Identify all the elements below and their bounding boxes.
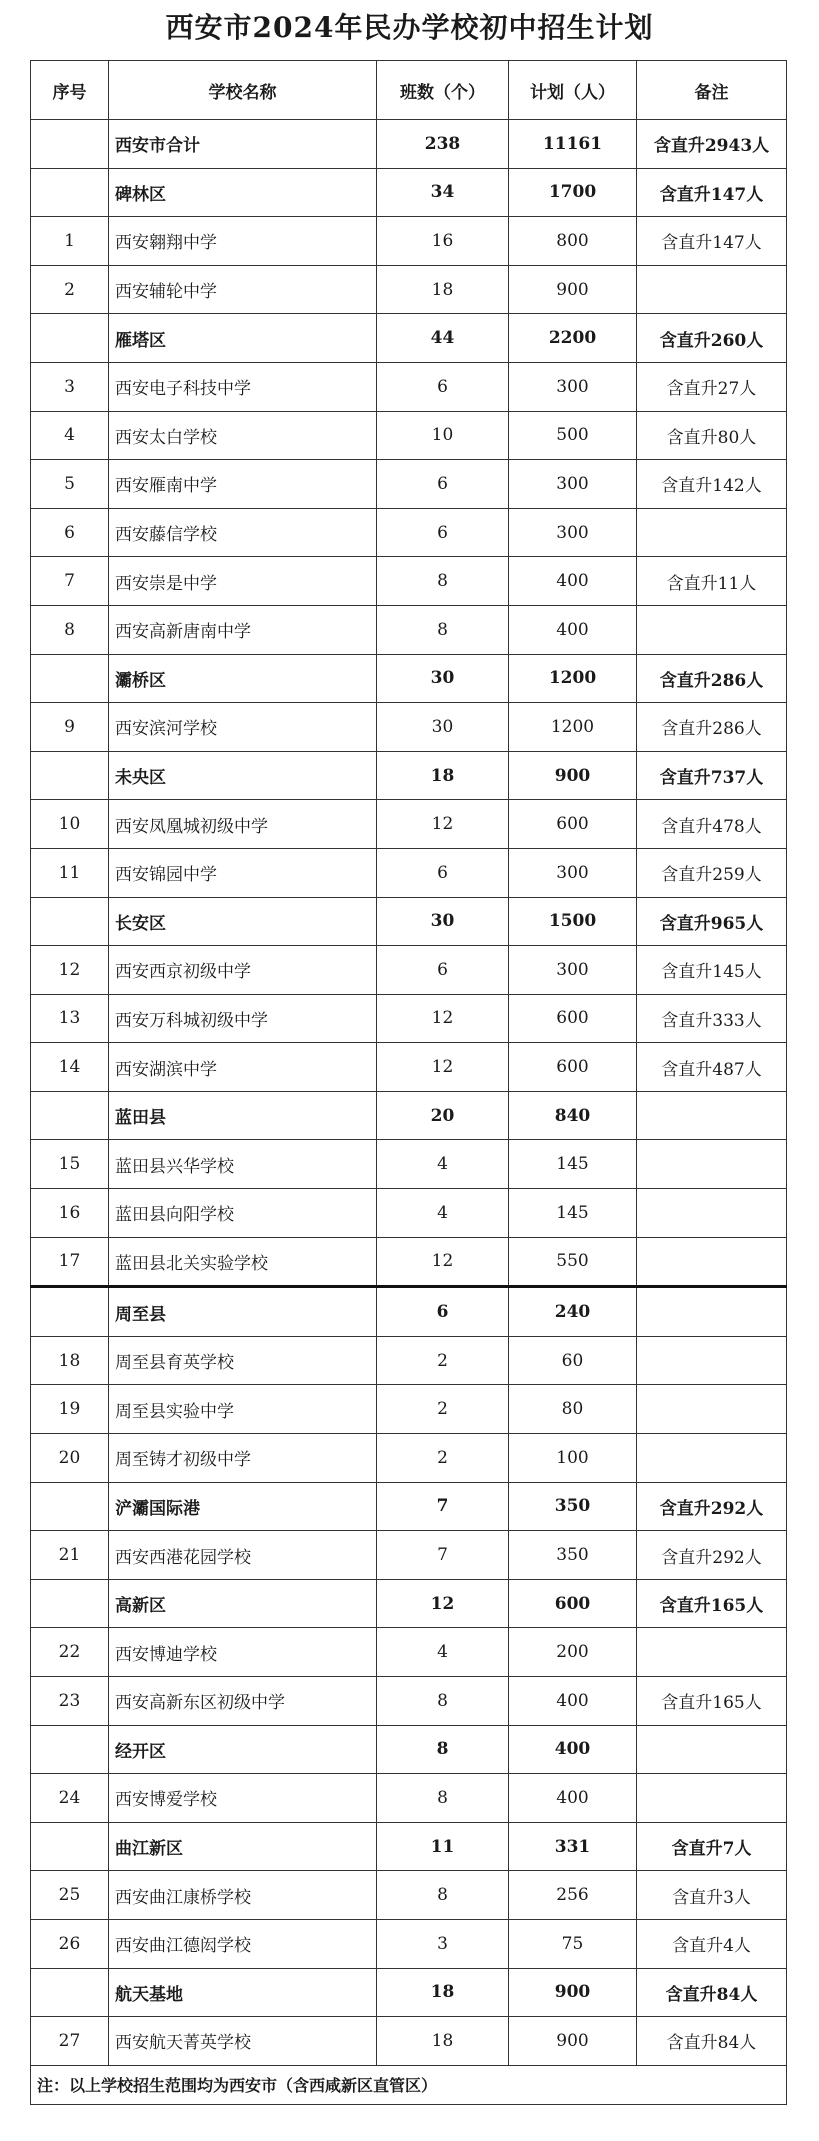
cell-class-count: 2 xyxy=(377,1434,509,1483)
cell-school-name: 未央区 xyxy=(109,751,377,800)
cell-serial-number: 12 xyxy=(31,946,109,995)
header-school-name: 学校名称 xyxy=(109,61,377,120)
cell-serial-number xyxy=(31,1287,109,1337)
cell-class-count: 8 xyxy=(377,605,509,654)
cell-class-count: 18 xyxy=(377,265,509,314)
cell-school-name: 西安高新东区初级中学 xyxy=(109,1677,377,1726)
cell-serial-number xyxy=(31,168,109,217)
cell-remarks xyxy=(637,1434,787,1483)
cell-plan-count: 350 xyxy=(509,1482,637,1531)
header-plan-count: 计划（人） xyxy=(509,61,637,120)
cell-class-count: 2 xyxy=(377,1385,509,1434)
school-row xyxy=(31,1871,787,1920)
cell-class-count: 8 xyxy=(377,1871,509,1920)
school-row xyxy=(31,460,787,509)
cell-remarks: 含直升165人 xyxy=(637,1579,787,1628)
cell-serial-number xyxy=(31,1968,109,2017)
cell-remarks xyxy=(637,1774,787,1823)
cell-class-count: 8 xyxy=(377,1725,509,1774)
cell-serial-number: 6 xyxy=(31,508,109,557)
school-row xyxy=(31,1385,787,1434)
cell-school-name: 蓝田县 xyxy=(109,1091,377,1140)
cell-serial-number: 9 xyxy=(31,703,109,752)
cell-plan-count: 550 xyxy=(509,1237,637,1287)
school-row xyxy=(31,508,787,557)
cell-plan-count: 300 xyxy=(509,362,637,411)
cell-remarks: 含直升333人 xyxy=(637,994,787,1043)
cell-serial-number: 2 xyxy=(31,265,109,314)
cell-serial-number: 3 xyxy=(31,362,109,411)
cell-plan-count: 100 xyxy=(509,1434,637,1483)
cell-class-count: 6 xyxy=(377,362,509,411)
cell-remarks: 含直升286人 xyxy=(637,654,787,703)
cell-plan-count: 145 xyxy=(509,1140,637,1189)
cell-class-count: 16 xyxy=(377,217,509,266)
school-row xyxy=(31,848,787,897)
cell-plan-count: 300 xyxy=(509,848,637,897)
cell-remarks: 含直升292人 xyxy=(637,1531,787,1580)
cell-plan-count: 900 xyxy=(509,265,637,314)
cell-school-name: 周至县 xyxy=(109,1287,377,1337)
school-row xyxy=(31,1628,787,1677)
cell-remarks xyxy=(637,1628,787,1677)
cell-remarks: 含直升259人 xyxy=(637,848,787,897)
cell-school-name: 蓝田县兴华学校 xyxy=(109,1140,377,1189)
header-remarks: 备注 xyxy=(637,61,787,120)
cell-serial-number: 23 xyxy=(31,1677,109,1726)
cell-plan-count: 350 xyxy=(509,1531,637,1580)
document-title: 西安市2024年民办学校初中招生计划 xyxy=(165,11,654,44)
cell-school-name: 西安崇是中学 xyxy=(109,557,377,606)
cell-serial-number: 20 xyxy=(31,1434,109,1483)
cell-remarks xyxy=(637,1091,787,1140)
cell-remarks xyxy=(637,1385,787,1434)
cell-remarks: 含直升84人 xyxy=(637,1968,787,2017)
table-header-row xyxy=(31,61,787,120)
cell-school-name: 灞桥区 xyxy=(109,654,377,703)
cell-plan-count: 800 xyxy=(509,217,637,266)
school-row xyxy=(31,994,787,1043)
cell-plan-count: 900 xyxy=(509,751,637,800)
cell-plan-count: 400 xyxy=(509,1725,637,1774)
cell-serial-number: 11 xyxy=(31,848,109,897)
cell-school-name: 西安西港花园学校 xyxy=(109,1531,377,1580)
cell-serial-number xyxy=(31,314,109,363)
cell-school-name: 西安曲江康桥学校 xyxy=(109,1871,377,1920)
school-row xyxy=(31,1189,787,1238)
school-row xyxy=(31,1140,787,1189)
school-row xyxy=(31,1677,787,1726)
header-serial-number: 序号 xyxy=(31,61,109,120)
subtotal-row xyxy=(31,314,787,363)
cell-remarks: 含直升27人 xyxy=(637,362,787,411)
cell-remarks: 含直升11人 xyxy=(637,557,787,606)
cell-remarks: 含直升487人 xyxy=(637,1043,787,1092)
subtotal-row xyxy=(31,1725,787,1774)
cell-class-count: 30 xyxy=(377,703,509,752)
cell-class-count: 8 xyxy=(377,557,509,606)
cell-remarks xyxy=(637,265,787,314)
subtotal-row xyxy=(31,1287,787,1337)
cell-remarks: 含直升286人 xyxy=(637,703,787,752)
subtotal-row xyxy=(31,1968,787,2017)
cell-remarks: 含直升4人 xyxy=(637,1919,787,1968)
cell-plan-count: 240 xyxy=(509,1287,637,1337)
footnote-row xyxy=(31,2065,787,2104)
cell-plan-count: 900 xyxy=(509,1968,637,2017)
cell-plan-count: 200 xyxy=(509,1628,637,1677)
cell-plan-count: 1200 xyxy=(509,654,637,703)
cell-school-name: 西安雁南中学 xyxy=(109,460,377,509)
cell-class-count: 34 xyxy=(377,168,509,217)
cell-school-name: 周至铸才初级中学 xyxy=(109,1434,377,1483)
cell-serial-number: 7 xyxy=(31,557,109,606)
cell-serial-number: 5 xyxy=(31,460,109,509)
cell-class-count: 2 xyxy=(377,1336,509,1385)
cell-school-name: 西安高新唐南中学 xyxy=(109,605,377,654)
cell-serial-number: 15 xyxy=(31,1140,109,1189)
cell-serial-number xyxy=(31,1579,109,1628)
cell-school-name: 西安曲江德闳学校 xyxy=(109,1919,377,1968)
cell-remarks: 含直升165人 xyxy=(637,1677,787,1726)
cell-serial-number xyxy=(31,1822,109,1871)
cell-plan-count: 300 xyxy=(509,508,637,557)
cell-serial-number: 10 xyxy=(31,800,109,849)
cell-remarks: 含直升84人 xyxy=(637,2017,787,2066)
cell-serial-number xyxy=(31,654,109,703)
school-row xyxy=(31,411,787,460)
cell-remarks: 含直升737人 xyxy=(637,751,787,800)
cell-plan-count: 900 xyxy=(509,2017,637,2066)
subtotal-row xyxy=(31,120,787,169)
cell-class-count: 18 xyxy=(377,1968,509,2017)
subtotal-row xyxy=(31,751,787,800)
cell-serial-number: 25 xyxy=(31,1871,109,1920)
cell-school-name: 西安滨河学校 xyxy=(109,703,377,752)
school-row xyxy=(31,946,787,995)
subtotal-row xyxy=(31,654,787,703)
school-row xyxy=(31,362,787,411)
school-row xyxy=(31,1919,787,1968)
cell-serial-number xyxy=(31,751,109,800)
cell-serial-number: 1 xyxy=(31,217,109,266)
cell-class-count: 30 xyxy=(377,897,509,946)
cell-remarks xyxy=(637,1189,787,1238)
cell-serial-number: 18 xyxy=(31,1336,109,1385)
cell-school-name: 蓝田县北关实验学校 xyxy=(109,1237,377,1287)
subtotal-row xyxy=(31,1482,787,1531)
cell-class-count: 4 xyxy=(377,1140,509,1189)
cell-serial-number xyxy=(31,1725,109,1774)
cell-remarks: 含直升7人 xyxy=(637,1822,787,1871)
cell-school-name: 西安锦园中学 xyxy=(109,848,377,897)
cell-school-name: 高新区 xyxy=(109,1579,377,1628)
cell-school-name: 西安辅轮中学 xyxy=(109,265,377,314)
cell-serial-number xyxy=(31,1091,109,1140)
cell-plan-count: 11161 xyxy=(509,120,637,169)
school-row xyxy=(31,1531,787,1580)
table-body xyxy=(31,120,787,2066)
school-row xyxy=(31,557,787,606)
school-row xyxy=(31,800,787,849)
cell-remarks xyxy=(637,1140,787,1189)
cell-plan-count: 75 xyxy=(509,1919,637,1968)
cell-serial-number: 26 xyxy=(31,1919,109,1968)
cell-school-name: 浐灞国际港 xyxy=(109,1482,377,1531)
cell-remarks: 含直升147人 xyxy=(637,168,787,217)
cell-class-count: 44 xyxy=(377,314,509,363)
cell-plan-count: 80 xyxy=(509,1385,637,1434)
cell-remarks: 含直升142人 xyxy=(637,460,787,509)
cell-serial-number xyxy=(31,120,109,169)
cell-class-count: 30 xyxy=(377,654,509,703)
cell-school-name: 西安藤信学校 xyxy=(109,508,377,557)
cell-school-name: 西安电子科技中学 xyxy=(109,362,377,411)
cell-plan-count: 1200 xyxy=(509,703,637,752)
cell-remarks: 含直升260人 xyxy=(637,314,787,363)
cell-school-name: 曲江新区 xyxy=(109,1822,377,1871)
cell-class-count: 3 xyxy=(377,1919,509,1968)
cell-school-name: 西安湖滨中学 xyxy=(109,1043,377,1092)
cell-school-name: 西安万科城初级中学 xyxy=(109,994,377,1043)
cell-class-count: 18 xyxy=(377,2017,509,2066)
cell-school-name: 经开区 xyxy=(109,1725,377,1774)
cell-remarks xyxy=(637,508,787,557)
cell-remarks: 含直升145人 xyxy=(637,946,787,995)
cell-plan-count: 2200 xyxy=(509,314,637,363)
cell-school-name: 西安太白学校 xyxy=(109,411,377,460)
cell-remarks xyxy=(637,1287,787,1337)
cell-plan-count: 600 xyxy=(509,1043,637,1092)
enrollment-plan-table xyxy=(30,60,787,2105)
cell-class-count: 10 xyxy=(377,411,509,460)
cell-serial-number: 22 xyxy=(31,1628,109,1677)
cell-remarks xyxy=(637,1336,787,1385)
school-row xyxy=(31,1237,787,1287)
cell-plan-count: 400 xyxy=(509,605,637,654)
cell-class-count: 4 xyxy=(377,1628,509,1677)
cell-serial-number: 21 xyxy=(31,1531,109,1580)
cell-plan-count: 400 xyxy=(509,557,637,606)
school-row xyxy=(31,2017,787,2066)
cell-class-count: 238 xyxy=(377,120,509,169)
cell-school-name: 周至县实验中学 xyxy=(109,1385,377,1434)
school-row xyxy=(31,1774,787,1823)
cell-plan-count: 256 xyxy=(509,1871,637,1920)
cell-class-count: 11 xyxy=(377,1822,509,1871)
cell-serial-number: 14 xyxy=(31,1043,109,1092)
cell-remarks: 含直升147人 xyxy=(637,217,787,266)
cell-plan-count: 331 xyxy=(509,1822,637,1871)
cell-plan-count: 400 xyxy=(509,1677,637,1726)
cell-class-count: 7 xyxy=(377,1482,509,1531)
cell-school-name: 碑林区 xyxy=(109,168,377,217)
cell-class-count: 6 xyxy=(377,848,509,897)
cell-class-count: 8 xyxy=(377,1774,509,1823)
cell-class-count: 6 xyxy=(377,1287,509,1337)
subtotal-row xyxy=(31,1822,787,1871)
cell-remarks: 含直升965人 xyxy=(637,897,787,946)
cell-school-name: 西安西京初级中学 xyxy=(109,946,377,995)
subtotal-row xyxy=(31,1091,787,1140)
cell-serial-number xyxy=(31,1482,109,1531)
cell-class-count: 20 xyxy=(377,1091,509,1140)
school-row xyxy=(31,1043,787,1092)
cell-plan-count: 500 xyxy=(509,411,637,460)
cell-school-name: 西安博爱学校 xyxy=(109,1774,377,1823)
cell-serial-number: 19 xyxy=(31,1385,109,1434)
cell-plan-count: 600 xyxy=(509,994,637,1043)
school-row xyxy=(31,703,787,752)
cell-plan-count: 1700 xyxy=(509,168,637,217)
cell-plan-count: 60 xyxy=(509,1336,637,1385)
cell-class-count: 12 xyxy=(377,1579,509,1628)
cell-school-name: 西安航天菁英学校 xyxy=(109,2017,377,2066)
cell-remarks: 含直升292人 xyxy=(637,1482,787,1531)
cell-plan-count: 1500 xyxy=(509,897,637,946)
cell-class-count: 7 xyxy=(377,1531,509,1580)
cell-remarks: 含直升3人 xyxy=(637,1871,787,1920)
cell-remarks: 含直升80人 xyxy=(637,411,787,460)
cell-remarks xyxy=(637,1237,787,1287)
cell-school-name: 蓝田县向阳学校 xyxy=(109,1189,377,1238)
cell-serial-number: 8 xyxy=(31,605,109,654)
cell-serial-number: 16 xyxy=(31,1189,109,1238)
cell-serial-number: 24 xyxy=(31,1774,109,1823)
header-class-count: 班数（个） xyxy=(377,61,509,120)
cell-school-name: 雁塔区 xyxy=(109,314,377,363)
cell-serial-number: 4 xyxy=(31,411,109,460)
school-row xyxy=(31,265,787,314)
cell-serial-number: 17 xyxy=(31,1237,109,1287)
cell-school-name: 周至县育英学校 xyxy=(109,1336,377,1385)
cell-plan-count: 400 xyxy=(509,1774,637,1823)
footnote: 注：以上学校招生范围均为西安市（含西咸新区直管区） xyxy=(31,2065,787,2104)
school-row xyxy=(31,1336,787,1385)
cell-class-count: 6 xyxy=(377,508,509,557)
cell-class-count: 4 xyxy=(377,1189,509,1238)
cell-plan-count: 840 xyxy=(509,1091,637,1140)
enrollment-plan-table-container xyxy=(30,60,786,2105)
cell-class-count: 12 xyxy=(377,800,509,849)
cell-class-count: 6 xyxy=(377,946,509,995)
cell-school-name: 西安翱翔中学 xyxy=(109,217,377,266)
cell-class-count: 12 xyxy=(377,994,509,1043)
cell-serial-number: 13 xyxy=(31,994,109,1043)
school-row xyxy=(31,1434,787,1483)
cell-remarks: 含直升2943人 xyxy=(637,120,787,169)
cell-plan-count: 300 xyxy=(509,946,637,995)
cell-school-name: 西安凤凰城初级中学 xyxy=(109,800,377,849)
subtotal-row xyxy=(31,897,787,946)
school-row xyxy=(31,605,787,654)
cell-school-name: 长安区 xyxy=(109,897,377,946)
cell-class-count: 12 xyxy=(377,1237,509,1287)
cell-remarks: 含直升478人 xyxy=(637,800,787,849)
cell-class-count: 6 xyxy=(377,460,509,509)
cell-plan-count: 600 xyxy=(509,1579,637,1628)
cell-remarks xyxy=(637,1725,787,1774)
subtotal-row xyxy=(31,168,787,217)
cell-plan-count: 600 xyxy=(509,800,637,849)
cell-remarks xyxy=(637,605,787,654)
cell-school-name: 西安市合计 xyxy=(109,120,377,169)
cell-serial-number: 27 xyxy=(31,2017,109,2066)
subtotal-row xyxy=(31,1579,787,1628)
cell-class-count: 18 xyxy=(377,751,509,800)
cell-serial-number xyxy=(31,897,109,946)
cell-class-count: 12 xyxy=(377,1043,509,1092)
cell-school-name: 西安博迪学校 xyxy=(109,1628,377,1677)
cell-plan-count: 145 xyxy=(509,1189,637,1238)
school-row xyxy=(31,217,787,266)
cell-plan-count: 300 xyxy=(509,460,637,509)
cell-school-name: 航天基地 xyxy=(109,1968,377,2017)
cell-class-count: 8 xyxy=(377,1677,509,1726)
